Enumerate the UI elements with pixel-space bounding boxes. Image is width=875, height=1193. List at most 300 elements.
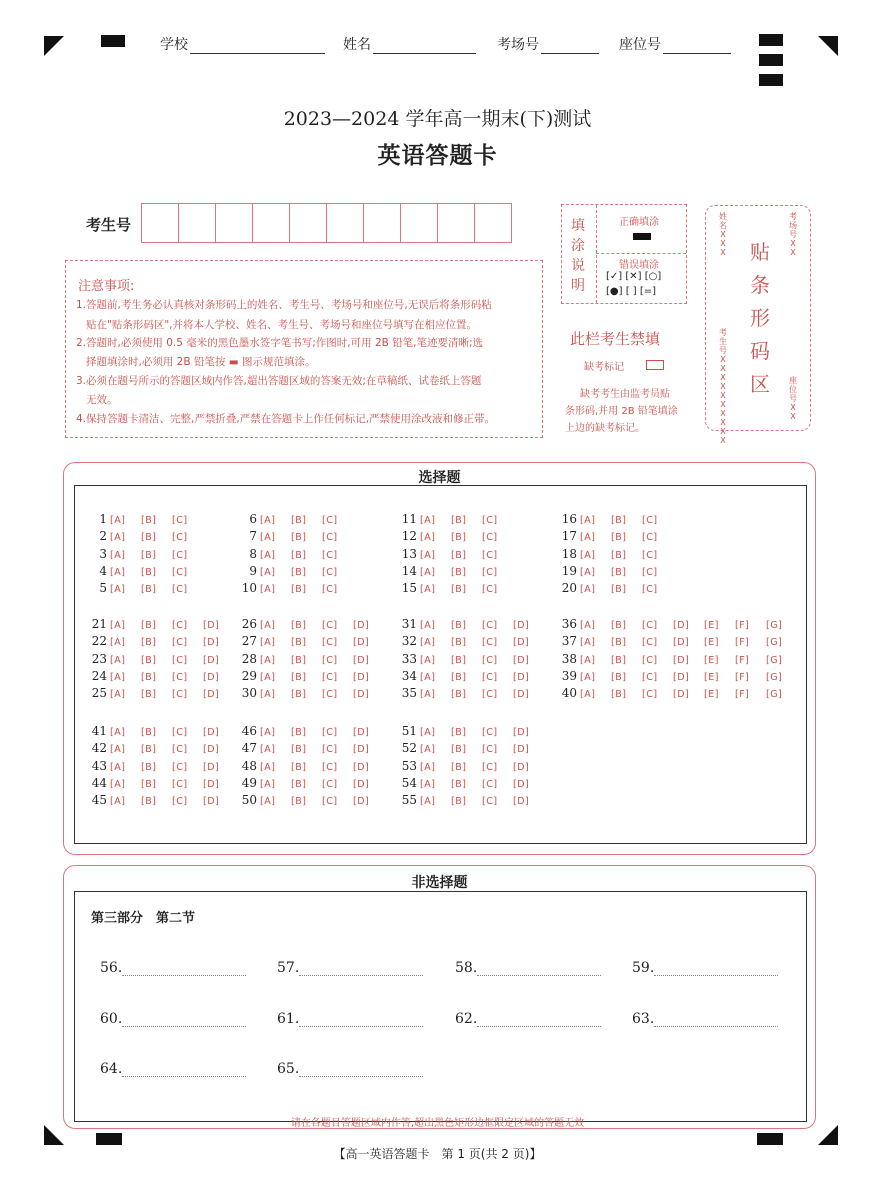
notice-line: 1.答题前,考生务必认真核对条形码上的姓名、考生号、考场号和座位号,无误后将条形码粘 bbox=[76, 299, 492, 311]
answer-blank[interactable] bbox=[122, 1025, 246, 1027]
option-bubble-b[interactable]: [B] bbox=[141, 689, 157, 701]
option-bubble-a[interactable]: [A] bbox=[110, 620, 126, 631]
question-number: 29 bbox=[241, 668, 257, 683]
option-bubble-c[interactable]: [C] bbox=[642, 515, 658, 526]
option-bubble-a[interactable]: [A] bbox=[580, 689, 596, 701]
option-bubble-b[interactable]: [B] bbox=[141, 796, 157, 808]
option-bubble-b[interactable]: [B] bbox=[451, 515, 467, 526]
option-bubble-a[interactable]: [A] bbox=[110, 778, 126, 790]
option-bubble-c[interactable]: [C] bbox=[642, 584, 658, 596]
option-bubble-e[interactable]: [E] bbox=[704, 689, 719, 701]
option-bubble-c[interactable]: [C] bbox=[172, 671, 188, 683]
option-bubble-b[interactable]: [B] bbox=[141, 654, 157, 666]
option-bubble-a[interactable]: [A] bbox=[580, 566, 596, 578]
option-bubble-c[interactable]: [C] bbox=[172, 637, 188, 649]
option-bubble-d[interactable]: [D] bbox=[353, 778, 370, 790]
option-bubble-b[interactable]: [B] bbox=[141, 761, 157, 773]
option-bubble-d[interactable]: [D] bbox=[513, 620, 530, 631]
question-row bbox=[557, 616, 797, 632]
wrong-fill-label: 错误填涂 bbox=[619, 260, 659, 271]
option-bubble-d[interactable]: [D] bbox=[353, 637, 370, 649]
option-bubble-b[interactable]: [B] bbox=[291, 620, 307, 631]
room-field[interactable] bbox=[497, 34, 599, 54]
absent-mark-label: 缺考标记 bbox=[584, 362, 624, 373]
option-bubble-b[interactable]: [B] bbox=[451, 620, 467, 631]
answer-blank[interactable] bbox=[299, 974, 423, 976]
option-bubble-c[interactable]: [C] bbox=[482, 689, 498, 701]
option-bubble-a[interactable]: [A] bbox=[110, 689, 126, 701]
option-bubble-d[interactable]: [D] bbox=[203, 637, 220, 649]
option-bubble-b[interactable]: [B] bbox=[291, 637, 307, 649]
option-bubble-a[interactable]: [A] bbox=[580, 671, 596, 683]
option-bubble-c[interactable]: [C] bbox=[322, 744, 338, 756]
option-bubble-a[interactable]: [A] bbox=[260, 549, 276, 561]
option-bubble-c[interactable]: [C] bbox=[172, 654, 188, 666]
option-bubble-d[interactable]: [D] bbox=[673, 637, 690, 649]
option-bubble-c[interactable]: [C] bbox=[172, 620, 188, 631]
question-number: 55 bbox=[401, 793, 417, 808]
correct-fill-label: 正确填涂 bbox=[619, 217, 659, 228]
option-bubble-d[interactable]: [D] bbox=[353, 761, 370, 773]
question-row bbox=[397, 792, 544, 808]
question-row bbox=[87, 616, 234, 632]
option-bubble-d[interactable]: [D] bbox=[203, 671, 220, 683]
part-title: 第三部分 第二节 bbox=[91, 911, 196, 926]
option-bubble-d[interactable]: [D] bbox=[673, 620, 690, 631]
option-bubble-a[interactable]: [A] bbox=[110, 796, 126, 808]
option-bubble-c[interactable]: [C] bbox=[322, 549, 338, 561]
exam-number-label: 考生号 bbox=[86, 216, 132, 234]
option-bubble-e[interactable]: [E] bbox=[704, 654, 719, 666]
option-bubble-d[interactable]: [D] bbox=[203, 796, 220, 808]
option-bubble-a[interactable]: [A] bbox=[420, 689, 436, 701]
option-bubble-d[interactable]: [D] bbox=[353, 689, 370, 701]
option-bubble-a[interactable]: [A] bbox=[110, 549, 126, 561]
option-bubble-c[interactable]: [C] bbox=[172, 761, 188, 773]
option-bubble-a[interactable]: [A] bbox=[580, 532, 596, 544]
option-bubble-c[interactable]: [C] bbox=[172, 727, 188, 738]
absent-note: 条形码,并用 2B 铅笔填涂 bbox=[565, 406, 678, 417]
answer-blank[interactable] bbox=[654, 1025, 778, 1027]
option-bubble-b[interactable]: [B] bbox=[291, 727, 307, 738]
option-bubble-d[interactable]: [D] bbox=[353, 671, 370, 683]
option-bubble-b[interactable]: [B] bbox=[451, 727, 467, 738]
timing-mark bbox=[757, 1133, 783, 1145]
option-bubble-d[interactable]: [D] bbox=[513, 796, 530, 808]
option-bubble-b[interactable]: [B] bbox=[291, 584, 307, 596]
option-bubble-b[interactable]: [B] bbox=[611, 584, 627, 596]
option-bubble-c[interactable]: [C] bbox=[642, 566, 658, 578]
option-bubble-g[interactable]: [G] bbox=[766, 689, 783, 701]
option-bubble-a[interactable]: [A] bbox=[580, 620, 596, 631]
option-bubble-f[interactable]: [F] bbox=[735, 620, 750, 631]
option-bubble-c[interactable]: [C] bbox=[322, 515, 338, 526]
option-bubble-c[interactable]: [C] bbox=[172, 515, 188, 526]
option-bubble-c[interactable]: [C] bbox=[642, 637, 658, 649]
option-bubble-b[interactable]: [B] bbox=[611, 532, 627, 544]
option-bubble-b[interactable]: [B] bbox=[611, 620, 627, 631]
option-bubble-b[interactable]: [B] bbox=[141, 584, 157, 596]
option-bubble-g[interactable]: [G] bbox=[766, 654, 783, 666]
option-bubble-a[interactable]: [A] bbox=[420, 532, 436, 544]
question-number: 40 bbox=[561, 686, 577, 701]
option-bubble-c[interactable]: [C] bbox=[482, 532, 498, 544]
question-number: 44 bbox=[91, 775, 107, 790]
option-bubble-d[interactable]: [D] bbox=[513, 637, 530, 649]
seat-field[interactable] bbox=[619, 34, 731, 54]
option-bubble-f[interactable]: [F] bbox=[735, 689, 750, 701]
question-row bbox=[397, 511, 513, 527]
option-bubble-d[interactable]: [D] bbox=[353, 727, 370, 738]
exam-number-digit-box[interactable] bbox=[474, 203, 512, 243]
option-bubble-b[interactable]: [B] bbox=[611, 515, 627, 526]
answer-blank[interactable] bbox=[654, 974, 778, 976]
option-bubble-b[interactable]: [B] bbox=[451, 584, 467, 596]
notice-line: 4.保持答题卡清洁、完整,严禁折叠,严禁在答题卡上作任何标记,严禁使用涂改液和修正带。 bbox=[76, 413, 496, 425]
option-bubble-a[interactable]: [A] bbox=[420, 515, 436, 526]
option-bubble-a[interactable]: [A] bbox=[260, 671, 276, 683]
question-row bbox=[397, 546, 513, 562]
option-bubble-a[interactable]: [A] bbox=[110, 671, 126, 683]
option-bubble-a[interactable]: [A] bbox=[260, 744, 276, 756]
option-bubble-d[interactable]: [D] bbox=[513, 671, 530, 683]
option-bubble-a[interactable]: [A] bbox=[260, 796, 276, 808]
question-number: 38 bbox=[561, 651, 577, 666]
option-bubble-c[interactable]: [C] bbox=[482, 584, 498, 596]
option-bubble-a[interactable]: [A] bbox=[420, 778, 436, 790]
barcode-area bbox=[705, 205, 811, 445]
option-bubble-b[interactable]: [B] bbox=[291, 566, 307, 578]
exam-number-digit-box[interactable] bbox=[252, 203, 290, 243]
barcode-name-side: 姓名XXX bbox=[719, 212, 727, 257]
option-bubble-g[interactable]: [G] bbox=[766, 671, 783, 683]
option-bubble-c[interactable]: [C] bbox=[482, 637, 498, 649]
option-bubble-g[interactable]: [G] bbox=[766, 637, 783, 649]
option-bubble-b[interactable]: [B] bbox=[611, 654, 627, 666]
option-bubble-b[interactable]: [B] bbox=[141, 778, 157, 790]
option-bubble-c[interactable]: [C] bbox=[322, 584, 338, 596]
option-bubble-b[interactable]: [B] bbox=[451, 671, 467, 683]
option-bubble-c[interactable]: [C] bbox=[642, 671, 658, 683]
option-bubble-c[interactable]: [C] bbox=[322, 727, 338, 738]
question-row bbox=[237, 668, 384, 684]
option-bubble-a[interactable]: [A] bbox=[260, 584, 276, 596]
option-bubble-d[interactable]: [D] bbox=[353, 654, 370, 666]
option-bubble-a[interactable]: [A] bbox=[420, 637, 436, 649]
option-bubble-b[interactable]: [B] bbox=[451, 532, 467, 544]
option-bubble-c[interactable]: [C] bbox=[322, 796, 338, 808]
question-row bbox=[557, 511, 673, 527]
option-bubble-a[interactable]: [A] bbox=[420, 671, 436, 683]
nonchoice-section bbox=[63, 865, 816, 1129]
option-bubble-c[interactable]: [C] bbox=[172, 584, 188, 596]
option-bubble-d[interactable]: [D] bbox=[203, 689, 220, 701]
option-bubble-b[interactable]: [B] bbox=[291, 549, 307, 561]
option-bubble-c[interactable]: [C] bbox=[482, 761, 498, 773]
option-bubble-b[interactable]: [B] bbox=[451, 549, 467, 561]
option-bubble-b[interactable]: [B] bbox=[451, 744, 467, 756]
question-number: 11 bbox=[401, 512, 417, 526]
option-bubble-d[interactable]: [D] bbox=[673, 671, 690, 683]
school-field[interactable] bbox=[160, 34, 325, 54]
option-bubble-a[interactable]: [A] bbox=[260, 566, 276, 578]
question-row bbox=[397, 633, 544, 649]
option-bubble-c[interactable]: [C] bbox=[172, 689, 188, 701]
option-bubble-b[interactable]: [B] bbox=[291, 761, 307, 773]
question-row bbox=[237, 792, 384, 808]
answer-blank[interactable] bbox=[477, 974, 601, 976]
option-bubble-c[interactable]: [C] bbox=[172, 532, 188, 544]
option-bubble-c[interactable]: [C] bbox=[482, 620, 498, 631]
option-bubble-e[interactable]: [E] bbox=[704, 671, 719, 683]
question-row bbox=[237, 685, 384, 701]
option-bubble-a[interactable]: [A] bbox=[580, 515, 596, 526]
option-bubble-a[interactable]: [A] bbox=[110, 637, 126, 649]
question-row bbox=[397, 723, 544, 739]
question-number: 30 bbox=[241, 686, 257, 701]
option-bubble-c[interactable]: [C] bbox=[322, 671, 338, 683]
option-bubble-d[interactable]: [D] bbox=[353, 620, 370, 631]
option-bubble-d[interactable]: [D] bbox=[513, 744, 530, 756]
option-bubble-a[interactable]: [A] bbox=[110, 744, 126, 756]
option-bubble-b[interactable]: [B] bbox=[141, 532, 157, 544]
option-bubble-e[interactable]: [E] bbox=[704, 620, 719, 631]
option-bubble-b[interactable]: [B] bbox=[451, 761, 467, 773]
question-row bbox=[87, 580, 203, 596]
option-bubble-b[interactable]: [B] bbox=[141, 515, 157, 526]
option-bubble-a[interactable]: [A] bbox=[420, 654, 436, 666]
option-bubble-b[interactable]: [B] bbox=[141, 671, 157, 683]
option-bubble-b[interactable]: [B] bbox=[141, 566, 157, 578]
option-bubble-c[interactable]: [C] bbox=[482, 796, 498, 808]
blank-number: 56. bbox=[100, 960, 123, 976]
question-row bbox=[557, 546, 673, 562]
option-bubble-b[interactable]: [B] bbox=[291, 744, 307, 756]
option-bubble-b[interactable]: [B] bbox=[451, 654, 467, 666]
option-bubble-a[interactable]: [A] bbox=[580, 637, 596, 649]
option-bubble-a[interactable]: [A] bbox=[420, 744, 436, 756]
seat-label: 座位号 bbox=[619, 37, 661, 53]
option-bubble-d[interactable]: [D] bbox=[203, 654, 220, 666]
option-bubble-d[interactable]: [D] bbox=[203, 744, 220, 756]
option-bubble-a[interactable]: [A] bbox=[260, 727, 276, 738]
question-row bbox=[397, 775, 544, 791]
wrong-fill-samples: [●] [ ] [=] bbox=[606, 286, 657, 297]
option-bubble-a[interactable]: [A] bbox=[110, 727, 126, 738]
answer-blank[interactable] bbox=[477, 1025, 601, 1027]
option-bubble-c[interactable]: [C] bbox=[482, 515, 498, 526]
option-bubble-a[interactable]: [A] bbox=[580, 584, 596, 596]
question-row bbox=[237, 511, 353, 527]
option-bubble-d[interactable]: [D] bbox=[513, 778, 530, 790]
option-bubble-c[interactable]: [C] bbox=[642, 620, 658, 631]
option-bubble-c[interactable]: [C] bbox=[482, 549, 498, 561]
nonchoice-section-title: 非选择题 bbox=[411, 875, 468, 891]
exam-number-digit-box[interactable] bbox=[437, 203, 475, 243]
option-bubble-b[interactable]: [B] bbox=[291, 689, 307, 701]
exam-number-digit-box[interactable] bbox=[178, 203, 216, 243]
option-bubble-b[interactable]: [B] bbox=[291, 796, 307, 808]
option-bubble-b[interactable]: [B] bbox=[611, 671, 627, 683]
option-bubble-a[interactable]: [A] bbox=[420, 620, 436, 631]
option-bubble-b[interactable]: [B] bbox=[291, 654, 307, 666]
question-number: 2 bbox=[99, 529, 107, 544]
option-bubble-a[interactable]: [A] bbox=[110, 584, 126, 596]
option-bubble-d[interactable]: [D] bbox=[203, 761, 220, 773]
option-bubble-b[interactable]: [B] bbox=[291, 532, 307, 544]
answer-blank[interactable] bbox=[122, 1075, 246, 1077]
option-bubble-a[interactable]: [A] bbox=[260, 654, 276, 666]
option-bubble-a[interactable]: [A] bbox=[260, 689, 276, 701]
option-bubble-a[interactable]: [A] bbox=[110, 532, 126, 544]
fill-side-label: 填 涂 说 明 bbox=[562, 205, 597, 303]
school-label: 学校 bbox=[160, 37, 188, 53]
option-bubble-b[interactable]: [B] bbox=[141, 620, 157, 631]
option-bubble-d[interactable]: [D] bbox=[203, 727, 220, 738]
blank-number: 59. bbox=[632, 960, 655, 976]
option-bubble-a[interactable]: [A] bbox=[260, 515, 276, 526]
option-bubble-c[interactable]: [C] bbox=[322, 761, 338, 773]
question-row bbox=[87, 651, 234, 667]
option-bubble-b[interactable]: [B] bbox=[451, 637, 467, 649]
option-bubble-c[interactable]: [C] bbox=[482, 671, 498, 683]
option-bubble-c[interactable]: [C] bbox=[642, 654, 658, 666]
exam-number-digit-box[interactable] bbox=[400, 203, 438, 243]
option-bubble-a[interactable]: [A] bbox=[580, 549, 596, 561]
absent-mark-box[interactable] bbox=[646, 360, 664, 370]
option-bubble-d[interactable]: [D] bbox=[513, 761, 530, 773]
answer-blank[interactable] bbox=[122, 974, 246, 976]
option-bubble-g[interactable]: [G] bbox=[766, 620, 783, 631]
name-field[interactable] bbox=[343, 34, 476, 54]
question-row bbox=[87, 511, 203, 527]
option-bubble-c[interactable]: [C] bbox=[482, 654, 498, 666]
option-bubble-c[interactable]: [C] bbox=[482, 744, 498, 756]
option-bubble-b[interactable]: [B] bbox=[611, 637, 627, 649]
option-bubble-a[interactable]: [A] bbox=[260, 620, 276, 631]
option-bubble-c[interactable]: [C] bbox=[322, 654, 338, 666]
option-bubble-b[interactable]: [B] bbox=[141, 549, 157, 561]
option-bubble-a[interactable]: [A] bbox=[260, 532, 276, 544]
question-number: 42 bbox=[91, 741, 107, 756]
option-bubble-b[interactable]: [B] bbox=[451, 566, 467, 578]
option-bubble-a[interactable]: [A] bbox=[420, 761, 436, 773]
option-bubble-b[interactable]: [B] bbox=[451, 778, 467, 790]
option-bubble-c[interactable]: [C] bbox=[322, 566, 338, 578]
question-number: 45 bbox=[91, 793, 107, 808]
card-title: 英语答题卡 bbox=[377, 142, 498, 169]
question-number: 22 bbox=[91, 634, 107, 649]
option-bubble-c[interactable]: [C] bbox=[322, 778, 338, 790]
page-number: 【高一英语答题卡 第 1 页(共 2 页)】 bbox=[333, 1147, 542, 1161]
question-row bbox=[87, 685, 234, 701]
option-bubble-f[interactable]: [F] bbox=[735, 671, 750, 683]
option-bubble-b[interactable]: [B] bbox=[141, 727, 157, 738]
option-bubble-c[interactable]: [C] bbox=[322, 620, 338, 631]
exam-title: 2023—2024 学年高一期末(下)测试 bbox=[283, 108, 592, 130]
option-bubble-b[interactable]: [B] bbox=[451, 689, 467, 701]
exam-number-digit-box[interactable] bbox=[215, 203, 253, 243]
option-bubble-a[interactable]: [A] bbox=[580, 654, 596, 666]
option-bubble-c[interactable]: [C] bbox=[172, 549, 188, 561]
option-bubble-f[interactable]: [F] bbox=[735, 654, 750, 666]
option-bubble-c[interactable]: [C] bbox=[322, 637, 338, 649]
option-bubble-d[interactable]: [D] bbox=[203, 778, 220, 790]
option-bubble-b[interactable]: [B] bbox=[611, 549, 627, 561]
option-bubble-c[interactable]: [C] bbox=[482, 778, 498, 790]
question-row bbox=[557, 633, 797, 649]
option-bubble-b[interactable]: [B] bbox=[451, 796, 467, 808]
question-row bbox=[237, 528, 353, 544]
answer-blank[interactable] bbox=[299, 1075, 423, 1077]
option-bubble-d[interactable]: [D] bbox=[353, 796, 370, 808]
question-row bbox=[557, 651, 797, 667]
option-bubble-a[interactable]: [A] bbox=[110, 761, 126, 773]
option-bubble-d[interactable]: [D] bbox=[673, 654, 690, 666]
question-number: 7 bbox=[249, 529, 257, 544]
option-bubble-b[interactable]: [B] bbox=[291, 671, 307, 683]
exam-number-boxes[interactable] bbox=[142, 203, 512, 243]
option-bubble-e[interactable]: [E] bbox=[704, 637, 719, 649]
option-bubble-a[interactable]: [A] bbox=[260, 761, 276, 773]
exam-number-digit-box[interactable] bbox=[326, 203, 364, 243]
option-bubble-a[interactable]: [A] bbox=[420, 796, 436, 808]
option-bubble-a[interactable]: [A] bbox=[260, 637, 276, 649]
exam-number-digit-box[interactable] bbox=[363, 203, 401, 243]
option-bubble-d[interactable]: [D] bbox=[513, 654, 530, 666]
option-bubble-a[interactable]: [A] bbox=[110, 566, 126, 578]
option-bubble-a[interactable]: [A] bbox=[110, 654, 126, 666]
option-bubble-b[interactable]: [B] bbox=[611, 566, 627, 578]
option-bubble-c[interactable]: [C] bbox=[172, 796, 188, 808]
option-bubble-a[interactable]: [A] bbox=[420, 727, 436, 738]
option-bubble-a[interactable]: [A] bbox=[420, 566, 436, 578]
option-bubble-c[interactable]: [C] bbox=[642, 549, 658, 561]
option-bubble-c[interactable]: [C] bbox=[172, 778, 188, 790]
option-bubble-d[interactable]: [D] bbox=[353, 744, 370, 756]
option-bubble-f[interactable]: [F] bbox=[735, 637, 750, 649]
option-bubble-b[interactable]: [B] bbox=[291, 778, 307, 790]
question-number: 52 bbox=[401, 741, 417, 756]
question-row bbox=[87, 528, 203, 544]
option-bubble-c[interactable]: [C] bbox=[172, 566, 188, 578]
option-bubble-b[interactable]: [B] bbox=[141, 637, 157, 649]
option-bubble-d[interactable]: [D] bbox=[513, 689, 530, 701]
question-row bbox=[557, 668, 797, 684]
option-bubble-c[interactable]: [C] bbox=[172, 744, 188, 756]
option-bubble-d[interactable]: [D] bbox=[513, 727, 530, 738]
option-bubble-c[interactable]: [C] bbox=[642, 532, 658, 544]
option-bubble-c[interactable]: [C] bbox=[322, 532, 338, 544]
option-bubble-c[interactable]: [C] bbox=[482, 566, 498, 578]
option-bubble-d[interactable]: [D] bbox=[673, 689, 690, 701]
option-bubble-d[interactable]: [D] bbox=[203, 620, 220, 631]
option-bubble-b[interactable]: [B] bbox=[611, 689, 627, 701]
exam-number-digit-box[interactable] bbox=[289, 203, 327, 243]
option-bubble-b[interactable]: [B] bbox=[291, 515, 307, 526]
option-bubble-a[interactable]: [A] bbox=[110, 515, 126, 526]
option-bubble-a[interactable]: [A] bbox=[420, 549, 436, 561]
option-bubble-c[interactable]: [C] bbox=[642, 689, 658, 701]
option-bubble-a[interactable]: [A] bbox=[260, 778, 276, 790]
question-row bbox=[557, 685, 797, 701]
option-bubble-c[interactable]: [C] bbox=[482, 727, 498, 738]
option-bubble-c[interactable]: [C] bbox=[322, 689, 338, 701]
answer-blank[interactable] bbox=[299, 1025, 423, 1027]
exam-number-digit-box[interactable] bbox=[141, 203, 179, 243]
option-bubble-a[interactable]: [A] bbox=[420, 584, 436, 596]
option-bubble-b[interactable]: [B] bbox=[141, 744, 157, 756]
